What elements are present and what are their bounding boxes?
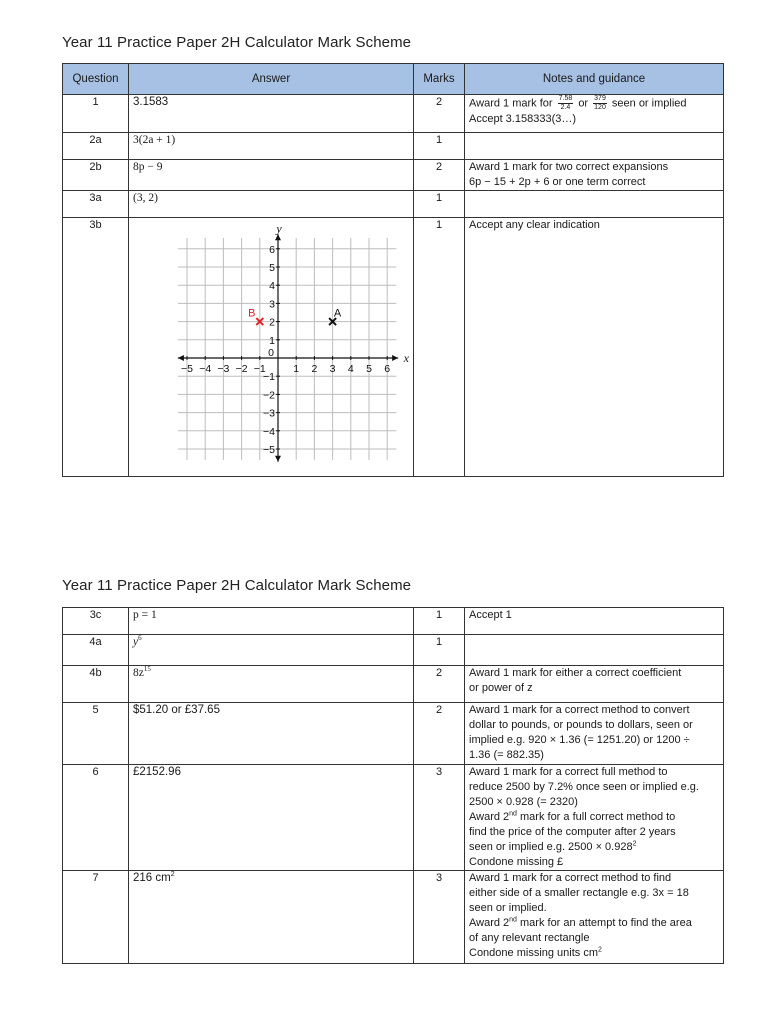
x-tick-label: 3 — [329, 363, 336, 375]
y-tick-label: −4 — [263, 425, 275, 438]
notes-cell — [465, 191, 724, 218]
y-tick-label: −5 — [263, 444, 275, 456]
note-text: Award 1 mark for either a correct coefficient — [469, 667, 682, 679]
page-title: Year 11 Practice Paper 2H Calculator Mark Scheme — [62, 577, 412, 594]
x-tick-label: −4 — [199, 363, 212, 375]
question-number: 2b — [63, 160, 129, 191]
marks-cell: 1 — [414, 133, 465, 160]
notes-cell — [465, 871, 724, 964]
question-number: 7 — [63, 871, 129, 964]
notes-cell — [465, 95, 724, 133]
note-text: seen or implied — [611, 97, 687, 110]
table-row — [63, 765, 724, 871]
question-number: 3a — [63, 191, 129, 218]
x-tick-label: 5 — [366, 363, 372, 375]
marks-cell: 3 — [414, 871, 465, 964]
note-text: or — [578, 97, 589, 110]
question-number: 6 — [63, 765, 129, 871]
table-row — [63, 218, 724, 477]
x-axis-arrow — [178, 355, 184, 361]
table-row — [63, 608, 724, 635]
table-row — [63, 95, 724, 133]
note-text: Condone missing £ — [469, 856, 564, 868]
table-row — [63, 666, 724, 703]
origin-label: 0 — [268, 347, 274, 359]
question-number: 4a — [63, 635, 129, 666]
question-number: 1 — [63, 95, 129, 133]
note-text: Award 1 mark for two correct expansions — [469, 161, 669, 173]
notes-cell: Accept 1 — [465, 608, 724, 635]
note-text: Award 1 mark for — [469, 97, 553, 110]
answer-text: 216 cm — [133, 872, 171, 884]
coordinate-grid — [129, 218, 413, 475]
note-text: Award 1 mark for a correct method to convert — [469, 704, 690, 716]
answer-exponent: 6 — [138, 634, 142, 643]
y-tick-label: −1 — [263, 371, 275, 384]
note-text: Condone missing units cm — [469, 947, 599, 959]
ordinal-suffix: nd — [509, 810, 517, 818]
note-text: seen or implied e.g. 2500 × 0.928 — [469, 841, 633, 853]
y-tick-label: 2 — [269, 316, 275, 329]
table-row — [63, 191, 724, 218]
note-text: Award 1 mark for a correct method to find — [469, 872, 672, 884]
notes-cell — [465, 160, 724, 191]
x-tick-label: −3 — [217, 363, 230, 375]
note-text: of any relevant rectangle — [469, 932, 590, 944]
marks-cell: 2 — [414, 160, 465, 191]
x-tick-label: 1 — [293, 363, 300, 375]
answer-cell: £2152.96 — [129, 765, 414, 871]
notes-cell: Accept any clear indication — [465, 218, 724, 477]
fraction — [593, 95, 607, 112]
header-question: Question — [63, 64, 129, 95]
note-text: 2500 × 0.928 (= 2320) — [469, 796, 578, 808]
x-tick-label: 2 — [311, 363, 318, 375]
answer-cell — [129, 871, 414, 964]
table-row — [63, 635, 724, 666]
table-row — [63, 133, 724, 160]
note-text: 1.36 (= 882.35) — [469, 749, 544, 761]
fraction-numerator: 7.58 — [558, 95, 573, 102]
notes-cell — [465, 133, 724, 160]
notes-cell — [465, 635, 724, 666]
ordinal-suffix: nd — [509, 916, 517, 924]
header-marks: Marks — [414, 64, 465, 95]
question-number: 3c — [63, 608, 129, 635]
answer-cell: 3(2a + 1) — [129, 133, 414, 160]
marks-cell: 2 — [414, 703, 465, 765]
page-title: Year 11 Practice Paper 2H Calculator Mark Scheme — [62, 34, 412, 51]
y-tick-label: 3 — [269, 298, 275, 311]
note-text: Award 1 mark for a correct full method to — [469, 766, 668, 778]
answer-cell — [129, 666, 414, 703]
fraction — [558, 95, 574, 112]
question-number: 4b — [63, 666, 129, 703]
answer-cell: 8p − 9 — [129, 160, 414, 191]
note-text: dollar to pounds, or pounds to dollars, seen or — [469, 719, 693, 731]
note-text: mark for an attempt to find the area — [516, 917, 692, 929]
answer-cell: $51.20 or £37.65 — [129, 703, 414, 765]
note-text: reduce 2500 by 7.2% once seen or implied e.g. — [469, 781, 699, 793]
y-tick-label: 5 — [269, 262, 275, 274]
header-notes: Notes and guidance — [465, 64, 724, 95]
point-label-B: B — [248, 307, 256, 320]
marks-cell: 1 — [414, 608, 465, 635]
marks-cell: 1 — [414, 191, 465, 218]
y-tick-label: 4 — [269, 280, 275, 293]
answer-base: 8z — [133, 667, 144, 679]
note-text: Award 2 — [469, 917, 510, 929]
answer-base: y — [133, 636, 139, 648]
table-row — [63, 160, 724, 191]
y-axis-label: y — [276, 221, 282, 236]
marks-cell: 1 — [414, 218, 465, 477]
question-number: 2a — [63, 133, 129, 160]
fraction-denominator: 2.4 — [560, 104, 571, 111]
header-row — [63, 64, 724, 95]
notes-cell — [465, 666, 724, 703]
y-tick-label: −2 — [263, 389, 275, 402]
question-number: 3b — [63, 218, 129, 477]
exponent: 2 — [170, 871, 175, 879]
marks-cell: 2 — [414, 666, 465, 703]
table-row — [63, 871, 724, 964]
x-tick-label: 6 — [384, 363, 391, 375]
note-text: 6p − 15 + 2p + 6 or one term correct — [469, 176, 646, 188]
marks-cell: 1 — [414, 635, 465, 666]
x-axis-arrow — [392, 355, 398, 361]
x-tick-label: −1 — [253, 363, 266, 375]
note-text: or power of z — [469, 682, 533, 694]
marks-cell: 3 — [414, 765, 465, 871]
header-answer: Answer — [129, 64, 414, 95]
notes-cell — [465, 765, 724, 871]
note-text: Accept 3.158333(3…) — [469, 113, 577, 125]
mark-scheme-table-2 — [62, 607, 724, 964]
x-tick-label: −5 — [181, 363, 193, 375]
answer-cell — [129, 635, 414, 666]
note-text: seen or implied. — [469, 902, 547, 914]
fraction-denominator: 120 — [594, 104, 606, 111]
x-tick-label: 4 — [347, 363, 354, 375]
notes-cell — [465, 703, 724, 765]
note-text: either side of a smaller rectangle e.g. 3x = 18 — [469, 887, 689, 899]
y-tick-label: −3 — [263, 407, 275, 420]
answer-exponent: 15 — [143, 665, 151, 674]
answer-cell — [129, 218, 414, 477]
answer-cell: p = 1 — [129, 608, 414, 635]
y-tick-label: 1 — [269, 334, 275, 347]
note-text: mark for a full correct method to — [516, 811, 676, 823]
note-text: Award 2 — [469, 811, 510, 823]
table-row — [63, 703, 724, 765]
answer-cell: (3, 2) — [129, 191, 414, 218]
point-label-A: A — [333, 307, 342, 320]
mark-scheme-table-1 — [62, 63, 724, 477]
exponent: 2 — [632, 840, 637, 848]
marks-cell: 2 — [414, 95, 465, 133]
note-text: implied e.g. 920 × 1.36 (= 1251.20) or 1200 ÷ — [469, 734, 690, 746]
y-axis-arrow — [275, 456, 281, 462]
fraction-numerator: 379 — [594, 95, 606, 102]
exponent: 2 — [598, 946, 602, 954]
note-text: find the price of the computer after 2 years — [469, 826, 676, 838]
x-axis-label: x — [403, 351, 409, 365]
answer-cell: 3.1583 — [129, 95, 414, 133]
y-tick-label: 6 — [269, 243, 275, 256]
x-tick-label: −2 — [235, 363, 248, 375]
question-number: 5 — [63, 703, 129, 765]
